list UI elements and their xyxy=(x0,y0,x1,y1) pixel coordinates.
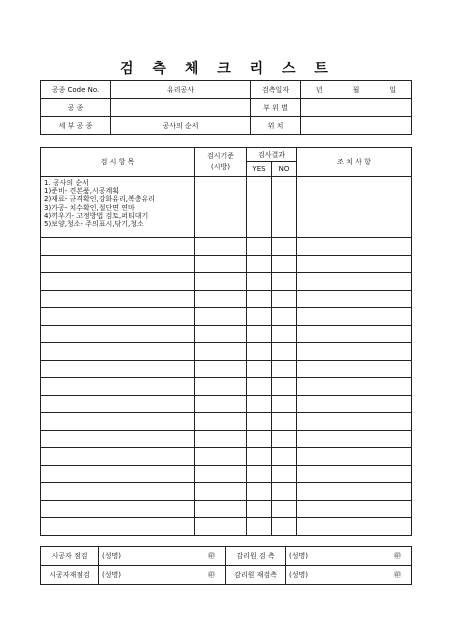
inspection-date-label: 검측일자 xyxy=(251,81,301,99)
signature-name-label: (성명) xyxy=(289,571,308,579)
item-cell[interactable] xyxy=(41,448,195,466)
table-row xyxy=(41,413,412,431)
yes-cell[interactable] xyxy=(247,518,272,536)
seal-icon: ㊞ xyxy=(208,571,215,579)
work-type-label: 공 종 xyxy=(41,99,111,117)
item-cell[interactable] xyxy=(41,518,195,536)
position-value[interactable] xyxy=(301,117,412,135)
yes-cell[interactable] xyxy=(247,378,272,396)
standard-cell[interactable] xyxy=(195,343,247,361)
standard-cell[interactable] xyxy=(195,395,247,413)
table-row xyxy=(41,518,412,536)
table-row xyxy=(41,430,412,448)
location-value[interactable] xyxy=(301,99,412,117)
item-cell[interactable] xyxy=(41,395,195,413)
supervisor-inspection-label: 감리원 검 측 xyxy=(226,547,286,566)
table-row xyxy=(41,273,412,291)
col-header-no: NO xyxy=(272,162,297,177)
item-cell[interactable] xyxy=(41,238,195,256)
supervisor-inspection-signature[interactable] xyxy=(286,547,412,566)
supervisor-reinspection-signature[interactable] xyxy=(286,566,412,585)
action-cell[interactable] xyxy=(297,448,412,466)
standard-cell[interactable] xyxy=(195,413,247,431)
table-row xyxy=(41,378,412,396)
action-cell[interactable] xyxy=(297,500,412,518)
table-row xyxy=(41,448,412,466)
no-cell[interactable] xyxy=(272,273,297,291)
item-cell[interactable] xyxy=(41,360,195,378)
action-cell[interactable] xyxy=(297,395,412,413)
seal-icon: ㊞ xyxy=(394,571,401,579)
signature-name-label: (성명) xyxy=(102,552,121,560)
item-cell[interactable] xyxy=(41,413,195,431)
standard-cell[interactable] xyxy=(195,483,247,501)
work-code-value[interactable]: 유리공사 xyxy=(111,81,251,99)
table-row xyxy=(41,360,412,378)
contractor-reinspection-label: 시공자재점검 xyxy=(41,566,99,585)
item-cell[interactable] xyxy=(41,273,195,291)
sub-work-label: 세 부 공 종 xyxy=(41,117,111,135)
document-title: 검 측 체 크 리 스 트 xyxy=(120,61,330,77)
item-cell[interactable] xyxy=(41,483,195,501)
table-row xyxy=(41,238,412,256)
no-cell[interactable] xyxy=(272,378,297,396)
no-cell[interactable] xyxy=(272,500,297,518)
table-row xyxy=(41,343,412,361)
supervisor-reinspection-label: 감리원 재검측 xyxy=(226,566,286,585)
no-cell[interactable] xyxy=(272,413,297,431)
inspection-items-table xyxy=(40,147,412,536)
signature-name-label: (성명) xyxy=(289,552,308,560)
no-cell[interactable] xyxy=(272,238,297,256)
yes-cell[interactable] xyxy=(247,308,272,326)
date-day-field[interactable]: 일 xyxy=(375,81,412,99)
no-cell[interactable] xyxy=(272,308,297,326)
yes-cell[interactable] xyxy=(247,465,272,483)
action-cell[interactable] xyxy=(297,308,412,326)
yes-cell[interactable] xyxy=(247,325,272,343)
no-cell[interactable] xyxy=(272,255,297,273)
yes-cell[interactable] xyxy=(247,177,272,238)
no-cell[interactable] xyxy=(272,518,297,536)
standard-cell[interactable] xyxy=(195,290,247,308)
yes-cell[interactable] xyxy=(247,238,272,256)
no-cell[interactable] xyxy=(272,465,297,483)
yes-cell[interactable] xyxy=(247,360,272,378)
col-header-yes: YES xyxy=(247,162,272,177)
no-cell[interactable] xyxy=(272,360,297,378)
no-cell[interactable] xyxy=(272,430,297,448)
standard-cell[interactable] xyxy=(195,430,247,448)
action-cell[interactable] xyxy=(297,413,412,431)
item-line: 5)보양,청소- 주의표시,닦기,청소 xyxy=(44,220,144,229)
item-line: 1. 공사의 순서 xyxy=(44,179,89,187)
table-row xyxy=(41,290,412,308)
location-label: 부 위 별 xyxy=(251,99,301,117)
action-cell[interactable] xyxy=(297,483,412,501)
table-row xyxy=(41,395,412,413)
table-row xyxy=(41,325,412,343)
item-cell[interactable] xyxy=(41,290,195,308)
yes-cell[interactable] xyxy=(247,290,272,308)
action-cell[interactable] xyxy=(297,290,412,308)
table-row xyxy=(41,308,412,326)
col-header-standard-line2: (시방) xyxy=(211,163,230,171)
table-row xyxy=(41,483,412,501)
item-cell[interactable] xyxy=(41,430,195,448)
standard-cell[interactable] xyxy=(195,465,247,483)
seal-icon: ㊞ xyxy=(394,552,401,560)
standard-cell[interactable] xyxy=(195,177,247,238)
item-cell-construction-order[interactable] xyxy=(41,177,195,238)
no-cell[interactable] xyxy=(272,343,297,361)
yes-cell[interactable] xyxy=(247,343,272,361)
item-cell[interactable] xyxy=(41,255,195,273)
signature-name-label: (성명) xyxy=(102,571,121,579)
yes-cell[interactable] xyxy=(247,413,272,431)
item-cell[interactable] xyxy=(41,378,195,396)
standard-cell[interactable] xyxy=(195,518,247,536)
standard-cell[interactable] xyxy=(195,238,247,256)
item-line: 2)재료- 규격확인,강화유리,복층유리 xyxy=(44,195,156,204)
item-line: 1)준비- 견본품,시공계획 xyxy=(44,187,120,196)
yes-cell[interactable] xyxy=(247,500,272,518)
action-cell[interactable] xyxy=(297,177,412,238)
yes-cell[interactable] xyxy=(247,255,272,273)
action-cell[interactable] xyxy=(297,430,412,448)
action-cell[interactable] xyxy=(297,360,412,378)
standard-cell[interactable] xyxy=(195,255,247,273)
col-header-standard-line1: 검시기준 xyxy=(206,152,235,160)
col-header-result: 검사결과 xyxy=(247,148,297,162)
yes-cell[interactable] xyxy=(247,430,272,448)
date-month-field[interactable]: 월 xyxy=(338,81,375,99)
yes-cell[interactable] xyxy=(247,273,272,291)
yes-cell[interactable] xyxy=(247,395,272,413)
action-cell[interactable] xyxy=(297,518,412,536)
work-code-label: 공종 Code No. xyxy=(41,81,111,99)
standard-cell[interactable] xyxy=(195,500,247,518)
no-cell[interactable] xyxy=(272,483,297,501)
work-type-value[interactable] xyxy=(111,99,251,117)
standard-cell[interactable] xyxy=(195,378,247,396)
standard-cell[interactable] xyxy=(195,308,247,326)
no-cell[interactable] xyxy=(272,448,297,466)
standard-cell[interactable] xyxy=(195,360,247,378)
header-info-table xyxy=(40,80,412,135)
standard-cell[interactable] xyxy=(195,448,247,466)
action-cell[interactable] xyxy=(297,465,412,483)
action-cell[interactable] xyxy=(297,273,412,291)
item-cell[interactable] xyxy=(41,465,195,483)
table-row xyxy=(41,255,412,273)
standard-cell[interactable] xyxy=(195,273,247,291)
item-cell[interactable] xyxy=(41,500,195,518)
standard-cell[interactable] xyxy=(195,325,247,343)
contractor-inspection-signature[interactable] xyxy=(99,547,226,566)
contractor-inspection-label: 시공자 점검 xyxy=(41,547,99,566)
action-cell[interactable] xyxy=(297,343,412,361)
signature-table xyxy=(40,546,412,585)
col-header-standard xyxy=(195,148,247,177)
action-cell[interactable] xyxy=(297,238,412,256)
yes-cell[interactable] xyxy=(247,483,272,501)
sub-work-value[interactable]: 공사의 순서 xyxy=(111,117,251,135)
yes-cell[interactable] xyxy=(247,448,272,466)
no-cell[interactable] xyxy=(272,325,297,343)
position-label: 위 치 xyxy=(251,117,301,135)
item-line: 3)가공- 치수확인,절단면 연마 xyxy=(44,203,135,212)
action-cell[interactable] xyxy=(297,378,412,396)
action-cell[interactable] xyxy=(297,255,412,273)
no-cell[interactable] xyxy=(272,395,297,413)
table-row xyxy=(41,465,412,483)
col-header-action: 조 치 사 항 xyxy=(297,148,412,177)
item-cell[interactable] xyxy=(41,325,195,343)
table-row xyxy=(41,500,412,518)
col-header-item: 검 시 항 목 xyxy=(41,148,195,177)
no-cell[interactable] xyxy=(272,290,297,308)
item-cell[interactable] xyxy=(41,343,195,361)
date-year-field[interactable]: 년 xyxy=(301,81,338,99)
item-line: 4)끼우기- 고정방법 검토,퍼티대기 xyxy=(44,211,149,220)
contractor-reinspection-signature[interactable] xyxy=(99,566,226,585)
seal-icon: ㊞ xyxy=(208,552,215,560)
item-cell[interactable] xyxy=(41,308,195,326)
no-cell[interactable] xyxy=(272,177,297,238)
action-cell[interactable] xyxy=(297,325,412,343)
